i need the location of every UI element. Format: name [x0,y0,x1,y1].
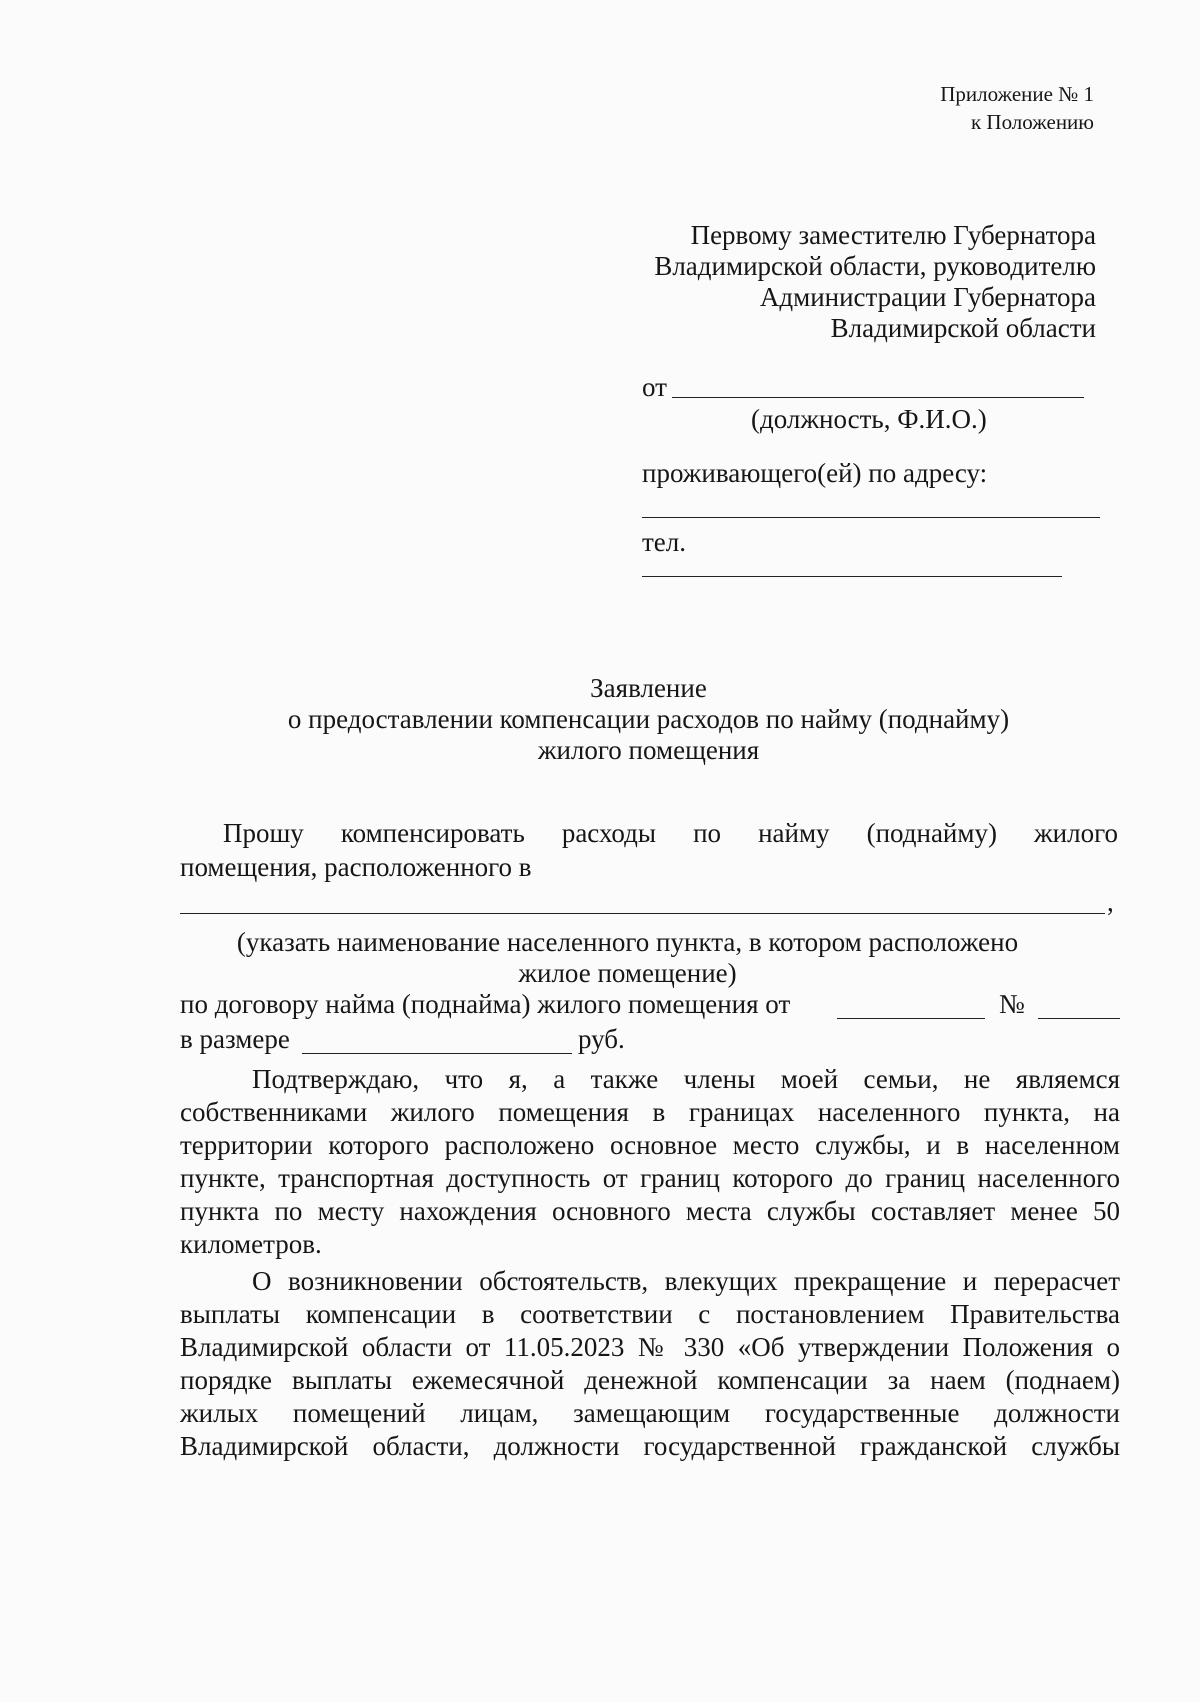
from-label: от [642,372,667,402]
notice-line-2: выплаты компенсации в соответствии с постановлением Правительства [180,1299,1120,1329]
confirm-line-5: пункта по месту нахождения основного места службы составляет менее 50 [180,1196,1120,1226]
amount-label: в размере [180,1024,290,1054]
phone-label: тел. [642,527,687,557]
locality-hint-2: жилое помещение) [518,958,737,988]
statement-subtitle-1: о предоставлении компенсации расходов по найму (поднайму) [287,704,1010,734]
addressee-line-2: Владимирской области, руководителю [654,251,1096,281]
contract-date-line[interactable] [837,1018,985,1019]
amount-currency: руб. [578,1024,625,1054]
from-field-line[interactable] [672,397,1084,398]
confirm-line-2: собственниками жилого помещения в границах населенного пункта, на [180,1097,1120,1127]
from-field-hint: (должность, Ф.И.О.) [751,404,987,434]
appendix-number: Приложение № 1 [940,82,1094,106]
phone-field-line[interactable] [642,576,1062,577]
statement-title: Заявление [590,673,707,703]
contract-number-sign: № [999,989,1025,1019]
locality-field-line[interactable] [180,913,1105,914]
address-label: проживающего(ей) по адресу: [642,458,988,488]
request-line-1: Прошу компенсировать расходы по найму (поднайму) жилого [223,818,1118,848]
confirm-line-3: территории которого расположено основное место службы, и в населенном [180,1130,1120,1160]
notice-line-5: жилых помещений лицам, замещающим государственные должности [180,1398,1120,1428]
amount-field-line[interactable] [302,1053,572,1054]
locality-comma: , [1107,887,1114,917]
confirm-line-4: пункте, транспортная доступность от границ которого до границ населенного [180,1163,1120,1193]
notice-line-4: порядке выплаты ежемесячной денежной компенсации за наем (поднаем) [180,1365,1120,1395]
confirm-line-6: километров. [180,1229,322,1259]
contract-text: по договору найма (поднайма) жилого помещения от [180,989,791,1019]
address-field-line[interactable] [642,517,1100,518]
request-line-2: помещения, расположенного в [180,852,532,882]
addressee-line-4: Владимирской области [830,313,1096,343]
notice-line-6: Владимирской области, должности государственной гражданской службы [180,1431,1120,1461]
contract-number-line[interactable] [1038,1018,1120,1019]
confirm-line-1: Подтверждаю, что я, а также члены моей семьи, не являемся [252,1064,1120,1094]
notice-line-3: Владимирской области от 11.05.2023 № 330 «Об утверждении Положения о [180,1332,1120,1362]
locality-hint-1: (указать наименование населенного пункта, в котором расположено [236,927,1019,957]
statement-subtitle-2: жилого помещения [537,735,760,765]
addressee-line-3: Администрации Губернатора [759,282,1096,312]
appendix-reference: к Положению [970,110,1094,134]
addressee-line-1: Первому заместителю Губернатора [690,220,1096,250]
notice-line-1: О возникновении обстоятельств, влекущих прекращение и перерасчет [252,1266,1120,1296]
